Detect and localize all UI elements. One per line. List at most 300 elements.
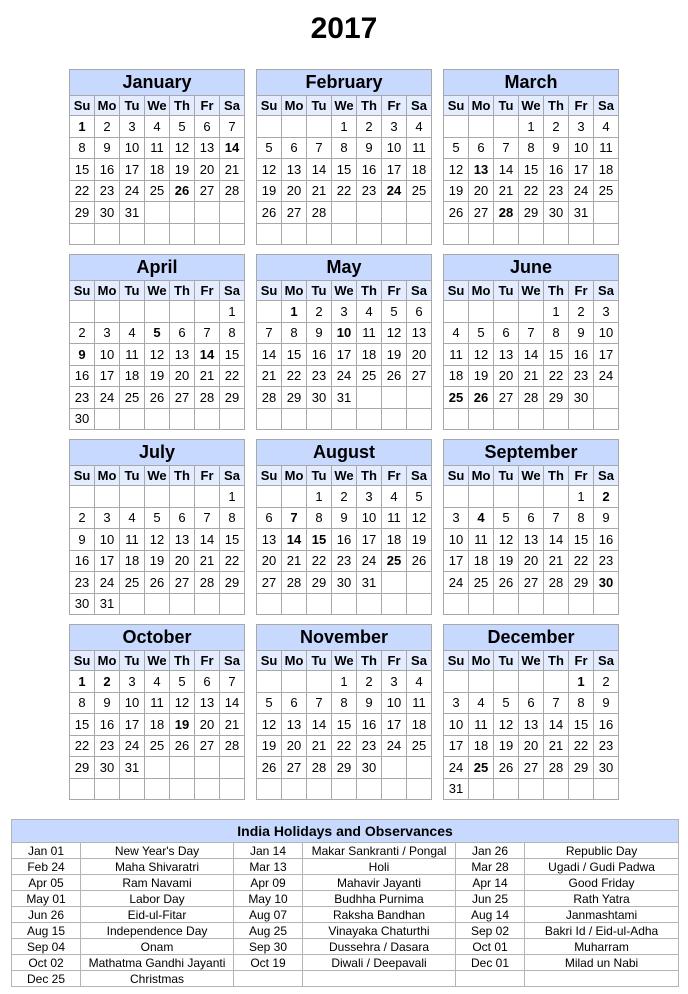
day-cell: 16 xyxy=(70,365,95,387)
day-cell: 12 xyxy=(145,529,170,551)
day-cell: 30 xyxy=(594,757,619,779)
holiday-name: Independence Day xyxy=(81,923,234,939)
day-cell: 26 xyxy=(494,572,519,594)
empty-cell xyxy=(382,778,407,800)
day-cell: 25 xyxy=(444,387,469,409)
day-cell: 8 xyxy=(519,137,544,159)
empty-cell xyxy=(220,408,245,430)
day-cell: 5 xyxy=(145,507,170,529)
day-cell: 24 xyxy=(382,180,407,202)
day-cell: 22 xyxy=(282,365,307,387)
empty-cell xyxy=(307,593,332,615)
day-cell: 9 xyxy=(594,507,619,529)
empty-cell xyxy=(569,778,594,800)
empty-cell xyxy=(170,202,195,224)
day-cell: 12 xyxy=(170,692,195,714)
empty-cell xyxy=(170,408,195,430)
empty-cell xyxy=(170,757,195,779)
weekday-header: Sa xyxy=(407,651,432,671)
day-cell: 28 xyxy=(544,572,569,594)
day-cell: 9 xyxy=(569,322,594,344)
day-cell: 6 xyxy=(170,507,195,529)
weekday-header: Su xyxy=(444,651,469,671)
day-cell: 9 xyxy=(70,529,95,551)
weekday-header: Su xyxy=(444,96,469,116)
holiday-name xyxy=(525,971,679,987)
empty-cell xyxy=(494,223,519,245)
holiday-name: Maha Shivaratri xyxy=(81,859,234,875)
day-cell: 15 xyxy=(332,159,357,181)
day-cell: 24 xyxy=(332,365,357,387)
holiday-row xyxy=(12,939,679,955)
day-cell: 8 xyxy=(332,692,357,714)
month-november xyxy=(256,624,432,800)
day-cell: 8 xyxy=(220,322,245,344)
day-cell: 30 xyxy=(70,593,95,615)
holiday-date: Sep 04 xyxy=(12,939,81,955)
weekday-header: Sa xyxy=(407,466,432,486)
day-cell: 17 xyxy=(444,550,469,572)
empty-cell xyxy=(444,116,469,138)
holiday-date: Mar 13 xyxy=(234,859,303,875)
day-cell: 6 xyxy=(282,692,307,714)
day-cell: 1 xyxy=(569,671,594,693)
empty-cell xyxy=(220,593,245,615)
holiday-date: Jun 26 xyxy=(12,907,81,923)
day-cell: 4 xyxy=(382,486,407,508)
weekday-header: Tu xyxy=(307,466,332,486)
holiday-name: Janmashtami xyxy=(525,907,679,923)
month-september xyxy=(443,439,619,615)
day-cell: 28 xyxy=(195,387,220,409)
month-name: June xyxy=(444,255,619,281)
day-cell: 3 xyxy=(594,301,619,323)
holiday-row xyxy=(12,859,679,875)
weekday-header: Mo xyxy=(469,281,494,301)
weekday-header: Sa xyxy=(220,651,245,671)
day-cell: 15 xyxy=(332,714,357,736)
day-cell: 10 xyxy=(357,507,382,529)
empty-cell xyxy=(469,116,494,138)
month-name: July xyxy=(70,440,245,466)
day-cell: 16 xyxy=(594,529,619,551)
weekday-header: We xyxy=(145,96,170,116)
day-cell: 13 xyxy=(282,714,307,736)
day-cell: 26 xyxy=(257,757,282,779)
holiday-date: Oct 19 xyxy=(234,955,303,971)
empty-cell xyxy=(519,223,544,245)
day-cell: 7 xyxy=(519,322,544,344)
day-cell: 9 xyxy=(70,344,95,366)
weekday-header: Mo xyxy=(282,96,307,116)
day-cell: 28 xyxy=(544,757,569,779)
day-cell: 25 xyxy=(407,180,432,202)
empty-cell xyxy=(195,223,220,245)
month-october xyxy=(69,624,245,800)
day-cell: 26 xyxy=(257,202,282,224)
day-cell: 8 xyxy=(70,137,95,159)
empty-cell xyxy=(145,202,170,224)
holiday-name: Vinayaka Chaturthi xyxy=(303,923,456,939)
day-cell: 6 xyxy=(519,692,544,714)
day-cell: 7 xyxy=(257,322,282,344)
weekday-header: Sa xyxy=(594,651,619,671)
weekday-header: Mo xyxy=(282,466,307,486)
day-cell: 21 xyxy=(195,365,220,387)
day-cell: 8 xyxy=(569,507,594,529)
day-cell: 20 xyxy=(494,365,519,387)
weekday-header: We xyxy=(145,466,170,486)
day-cell: 17 xyxy=(95,365,120,387)
day-cell: 14 xyxy=(220,692,245,714)
weekday-header: Mo xyxy=(95,466,120,486)
day-cell: 27 xyxy=(257,572,282,594)
month-name: May xyxy=(257,255,432,281)
weekday-header: Th xyxy=(544,466,569,486)
day-cell: 21 xyxy=(282,550,307,572)
day-cell: 11 xyxy=(469,714,494,736)
day-cell: 30 xyxy=(95,757,120,779)
day-cell: 17 xyxy=(357,529,382,551)
weekday-header: Mo xyxy=(469,466,494,486)
month-name: December xyxy=(444,625,619,651)
day-cell: 30 xyxy=(95,202,120,224)
empty-cell xyxy=(145,408,170,430)
day-cell: 28 xyxy=(307,202,332,224)
empty-cell xyxy=(444,671,469,693)
weekday-header: Mo xyxy=(95,651,120,671)
day-cell: 18 xyxy=(145,714,170,736)
empty-cell xyxy=(257,408,282,430)
day-cell: 23 xyxy=(357,735,382,757)
weekday-header: Tu xyxy=(120,96,145,116)
month-name: September xyxy=(444,440,619,466)
day-cell: 6 xyxy=(494,322,519,344)
day-cell: 11 xyxy=(145,692,170,714)
day-cell: 8 xyxy=(70,692,95,714)
empty-cell xyxy=(382,223,407,245)
weekday-header: Sa xyxy=(594,96,619,116)
holiday-date: Jan 01 xyxy=(12,843,81,859)
empty-cell xyxy=(357,593,382,615)
day-cell: 18 xyxy=(145,159,170,181)
day-cell: 27 xyxy=(170,572,195,594)
day-cell: 22 xyxy=(220,365,245,387)
empty-cell xyxy=(95,408,120,430)
weekday-header: Mo xyxy=(95,96,120,116)
empty-cell xyxy=(332,778,357,800)
day-cell: 17 xyxy=(120,159,145,181)
empty-cell xyxy=(469,778,494,800)
empty-cell xyxy=(444,223,469,245)
day-cell: 6 xyxy=(407,301,432,323)
day-cell: 19 xyxy=(145,365,170,387)
day-cell: 7 xyxy=(494,137,519,159)
empty-cell xyxy=(307,116,332,138)
day-cell: 22 xyxy=(70,735,95,757)
empty-cell xyxy=(407,593,432,615)
weekday-header: We xyxy=(519,466,544,486)
day-cell: 8 xyxy=(332,137,357,159)
empty-cell xyxy=(382,408,407,430)
day-cell: 19 xyxy=(407,529,432,551)
holiday-name: Diwali / Deepavali xyxy=(303,955,456,971)
empty-cell xyxy=(494,778,519,800)
empty-cell xyxy=(519,671,544,693)
holiday-name: Makar Sankranti / Pongal xyxy=(303,843,456,859)
day-cell: 11 xyxy=(594,137,619,159)
empty-cell xyxy=(382,593,407,615)
day-cell: 17 xyxy=(569,159,594,181)
empty-cell xyxy=(195,202,220,224)
day-cell: 18 xyxy=(594,159,619,181)
day-cell: 31 xyxy=(569,202,594,224)
day-cell: 16 xyxy=(95,714,120,736)
day-cell: 2 xyxy=(332,486,357,508)
day-cell: 24 xyxy=(357,550,382,572)
holiday-name: Milad un Nabi xyxy=(525,955,679,971)
holiday-name: Dussehra / Dasara xyxy=(303,939,456,955)
day-cell: 30 xyxy=(70,408,95,430)
day-cell: 28 xyxy=(519,387,544,409)
day-cell: 3 xyxy=(95,322,120,344)
day-cell: 25 xyxy=(145,180,170,202)
empty-cell xyxy=(382,572,407,594)
empty-cell xyxy=(444,486,469,508)
day-cell: 7 xyxy=(544,507,569,529)
day-cell: 14 xyxy=(544,529,569,551)
day-cell: 18 xyxy=(120,550,145,572)
day-cell: 9 xyxy=(357,137,382,159)
day-cell: 10 xyxy=(382,692,407,714)
day-cell: 22 xyxy=(70,180,95,202)
day-cell: 2 xyxy=(95,671,120,693)
weekday-header: We xyxy=(145,281,170,301)
day-cell: 2 xyxy=(70,322,95,344)
empty-cell xyxy=(220,757,245,779)
month-name: January xyxy=(70,70,245,96)
day-cell: 20 xyxy=(170,550,195,572)
day-cell: 1 xyxy=(307,486,332,508)
weekday-header: Mo xyxy=(469,96,494,116)
empty-cell xyxy=(220,202,245,224)
empty-cell xyxy=(282,671,307,693)
empty-cell xyxy=(307,223,332,245)
empty-cell xyxy=(220,778,245,800)
day-cell: 14 xyxy=(307,714,332,736)
day-cell: 15 xyxy=(519,159,544,181)
day-cell: 7 xyxy=(307,137,332,159)
day-cell: 12 xyxy=(469,344,494,366)
empty-cell xyxy=(357,223,382,245)
empty-cell xyxy=(145,757,170,779)
empty-cell xyxy=(145,223,170,245)
empty-cell xyxy=(145,301,170,323)
day-cell: 13 xyxy=(407,322,432,344)
day-cell: 25 xyxy=(407,735,432,757)
empty-cell xyxy=(407,778,432,800)
weekday-header: Th xyxy=(170,281,195,301)
weekday-header: Su xyxy=(70,281,95,301)
empty-cell xyxy=(170,778,195,800)
empty-cell xyxy=(357,778,382,800)
day-cell: 23 xyxy=(95,180,120,202)
day-cell: 19 xyxy=(145,550,170,572)
weekday-header: Th xyxy=(544,96,569,116)
day-cell: 15 xyxy=(569,529,594,551)
day-cell: 29 xyxy=(282,387,307,409)
weekday-header: Mo xyxy=(282,651,307,671)
empty-cell xyxy=(407,387,432,409)
day-cell: 15 xyxy=(220,529,245,551)
day-cell: 26 xyxy=(494,757,519,779)
day-cell: 26 xyxy=(170,180,195,202)
day-cell: 31 xyxy=(357,572,382,594)
day-cell: 24 xyxy=(120,180,145,202)
day-cell: 12 xyxy=(382,322,407,344)
day-cell: 28 xyxy=(220,735,245,757)
month-december xyxy=(443,624,619,800)
empty-cell xyxy=(444,301,469,323)
day-cell: 22 xyxy=(544,365,569,387)
empty-cell xyxy=(70,301,95,323)
weekday-header: Fr xyxy=(382,466,407,486)
day-cell: 9 xyxy=(307,322,332,344)
weekday-header: We xyxy=(332,651,357,671)
day-cell: 2 xyxy=(594,671,619,693)
holiday-name: Raksha Bandhan xyxy=(303,907,456,923)
day-cell: 26 xyxy=(469,387,494,409)
day-cell: 14 xyxy=(195,344,220,366)
holiday-date: May 01 xyxy=(12,891,81,907)
empty-cell xyxy=(282,778,307,800)
day-cell: 26 xyxy=(145,572,170,594)
day-cell: 17 xyxy=(444,735,469,757)
day-cell: 28 xyxy=(307,757,332,779)
weekday-header: We xyxy=(332,281,357,301)
weekday-header: Su xyxy=(444,281,469,301)
day-cell: 14 xyxy=(519,344,544,366)
day-cell: 22 xyxy=(332,735,357,757)
day-cell: 4 xyxy=(444,322,469,344)
day-cell: 13 xyxy=(282,159,307,181)
day-cell: 3 xyxy=(95,507,120,529)
weekday-header: Tu xyxy=(120,466,145,486)
day-cell: 18 xyxy=(444,365,469,387)
weekday-header: Th xyxy=(357,651,382,671)
empty-cell xyxy=(70,223,95,245)
day-cell: 16 xyxy=(594,714,619,736)
holiday-date: Aug 07 xyxy=(234,907,303,923)
weekday-header: Th xyxy=(544,281,569,301)
weekday-header: Fr xyxy=(195,466,220,486)
empty-cell xyxy=(544,408,569,430)
empty-cell xyxy=(594,408,619,430)
day-cell: 25 xyxy=(357,365,382,387)
holiday-name: Mahavir Jayanti xyxy=(303,875,456,891)
day-cell: 3 xyxy=(444,507,469,529)
day-cell: 5 xyxy=(257,137,282,159)
day-cell: 22 xyxy=(332,180,357,202)
weekday-header: Su xyxy=(444,466,469,486)
day-cell: 11 xyxy=(120,344,145,366)
day-cell: 30 xyxy=(357,757,382,779)
day-cell: 14 xyxy=(307,159,332,181)
holidays-panel xyxy=(11,819,678,987)
day-cell: 31 xyxy=(332,387,357,409)
empty-cell xyxy=(195,593,220,615)
day-cell: 31 xyxy=(120,202,145,224)
empty-cell xyxy=(594,778,619,800)
day-cell: 9 xyxy=(95,692,120,714)
day-cell: 5 xyxy=(170,671,195,693)
day-cell: 1 xyxy=(519,116,544,138)
weekday-header: Fr xyxy=(195,281,220,301)
weekday-header: Fr xyxy=(382,281,407,301)
day-cell: 16 xyxy=(357,159,382,181)
day-cell: 17 xyxy=(332,344,357,366)
day-cell: 23 xyxy=(95,735,120,757)
day-cell: 16 xyxy=(357,714,382,736)
day-cell: 23 xyxy=(544,180,569,202)
empty-cell xyxy=(494,593,519,615)
empty-cell xyxy=(282,486,307,508)
weekday-header: We xyxy=(519,281,544,301)
day-cell: 13 xyxy=(195,137,220,159)
day-cell: 3 xyxy=(357,486,382,508)
day-cell: 11 xyxy=(145,137,170,159)
day-cell: 1 xyxy=(332,116,357,138)
day-cell: 13 xyxy=(469,159,494,181)
day-cell: 29 xyxy=(70,757,95,779)
day-cell: 19 xyxy=(257,180,282,202)
empty-cell xyxy=(469,486,494,508)
empty-cell xyxy=(407,223,432,245)
day-cell: 17 xyxy=(95,550,120,572)
month-february xyxy=(256,69,432,245)
day-cell: 24 xyxy=(95,387,120,409)
day-cell: 29 xyxy=(220,572,245,594)
weekday-header: Mo xyxy=(95,281,120,301)
day-cell: 20 xyxy=(195,159,220,181)
day-cell: 5 xyxy=(382,301,407,323)
day-cell: 14 xyxy=(282,529,307,551)
holiday-row xyxy=(12,971,679,987)
weekday-header: Th xyxy=(170,651,195,671)
day-cell: 1 xyxy=(220,486,245,508)
day-cell: 19 xyxy=(257,735,282,757)
day-cell: 26 xyxy=(444,202,469,224)
weekday-header: Mo xyxy=(282,281,307,301)
holiday-date: May 10 xyxy=(234,891,303,907)
day-cell: 21 xyxy=(519,365,544,387)
empty-cell xyxy=(170,301,195,323)
day-cell: 30 xyxy=(569,387,594,409)
day-cell: 4 xyxy=(120,507,145,529)
empty-cell xyxy=(95,301,120,323)
holiday-row xyxy=(12,907,679,923)
empty-cell xyxy=(95,778,120,800)
empty-cell xyxy=(282,223,307,245)
empty-cell xyxy=(332,223,357,245)
empty-cell xyxy=(519,486,544,508)
day-cell: 29 xyxy=(70,202,95,224)
day-cell: 21 xyxy=(307,735,332,757)
weekday-header: Tu xyxy=(494,281,519,301)
empty-cell xyxy=(519,408,544,430)
day-cell: 31 xyxy=(95,593,120,615)
day-cell: 23 xyxy=(357,180,382,202)
